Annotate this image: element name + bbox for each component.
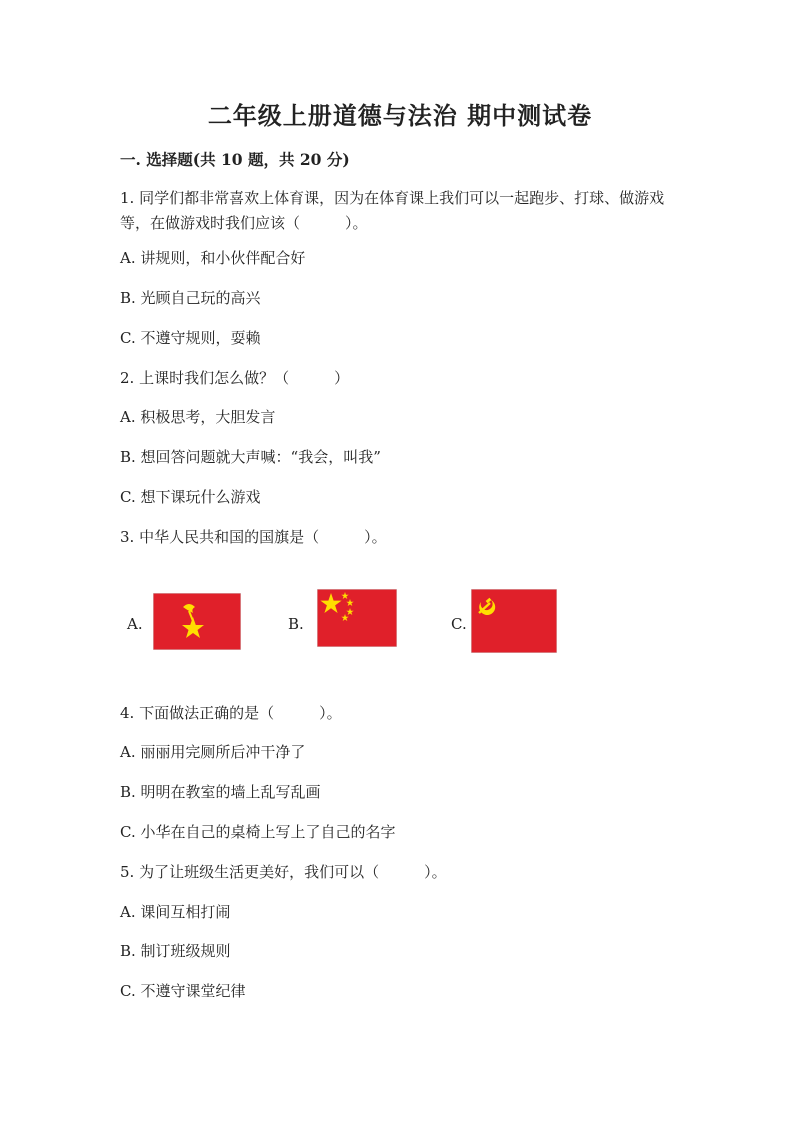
question-3-option-c-label[interactable]: C. — [451, 615, 467, 633]
national-flag-icon[interactable] — [317, 589, 397, 647]
question-2-option-b[interactable]: B. 想回答问题就大声喊：“我会，叫我” — [120, 448, 381, 466]
party-flag-icon[interactable] — [471, 589, 557, 653]
question-5-option-a[interactable]: A. 课间互相打闹 — [120, 903, 231, 921]
question-1-option-a[interactable]: A. 讲规则，和小伙伴配合好 — [120, 249, 306, 267]
question-2-option-c[interactable]: C. 想下课玩什么游戏 — [120, 488, 261, 506]
question-3-option-a-label[interactable]: A. — [127, 615, 143, 633]
question-4-option-a[interactable]: A. 丽丽用完厕所后冲干净了 — [120, 743, 306, 761]
section-heading: 一. 选择题(共 10 题，共 20 分) — [120, 150, 350, 169]
page-title: 二年级上册道德与法治 期中测试卷 — [207, 101, 593, 130]
question-1-stem: 1. 同学们都非常喜欢上体育课，因为在体育课上我们可以一起跑步、打球、做游戏等，在做游戏时我们应该（ ）。 — [120, 189, 665, 232]
question-1-option-b[interactable]: B. 光顾自己玩的高兴 — [120, 289, 261, 307]
young-pioneers-flag-icon[interactable] — [153, 593, 241, 650]
question-4-option-b[interactable]: B. 明明在教室的墙上乱写乱画 — [120, 783, 321, 801]
question-3-option-b-label[interactable]: B. — [288, 615, 304, 633]
question-5-option-b[interactable]: B. 制订班级规则 — [120, 942, 231, 960]
question-1-option-c[interactable]: C. 不遵守规则，耍赖 — [120, 329, 261, 347]
question-3-stem: 3. 中华人民共和国的国旗是（ ）。 — [120, 528, 387, 546]
question-2-option-a[interactable]: A. 积极思考，大胆发言 — [120, 408, 276, 426]
question-5-option-c[interactable]: C. 不遵守课堂纪律 — [120, 982, 246, 1000]
question-4-stem: 4. 下面做法正确的是（ ）。 — [120, 704, 342, 722]
question-5-stem: 5. 为了让班级生活更美好，我们可以（ ）。 — [120, 863, 447, 881]
question-2-stem: 2. 上课时我们怎么做？（ ） — [120, 369, 350, 387]
question-4-option-c[interactable]: C. 小华在自己的桌椅上写上了自己的名字 — [120, 823, 396, 841]
